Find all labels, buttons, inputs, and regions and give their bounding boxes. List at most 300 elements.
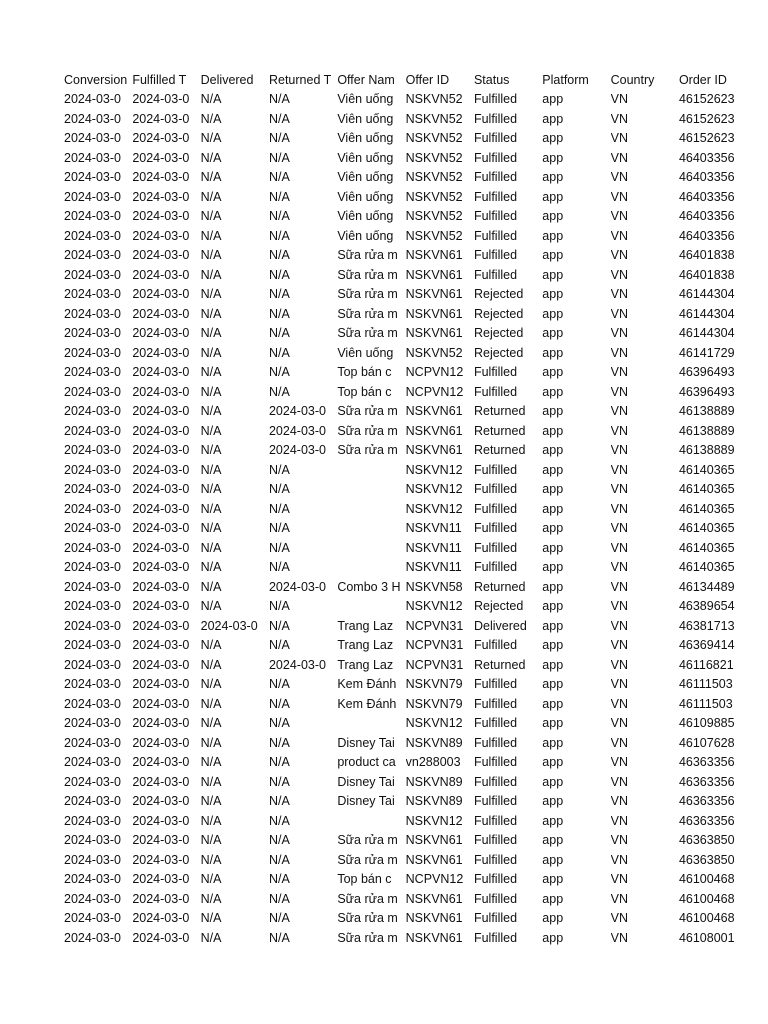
table-row bbox=[64, 890, 748, 910]
cell-conversion-time: 2024-03-0 bbox=[64, 111, 121, 126]
cell-status: Fulfilled bbox=[473, 774, 518, 789]
cell-delivered-time: N/A bbox=[200, 930, 222, 945]
cell-country: VN bbox=[610, 248, 628, 262]
cell-conversion-time: 2024-03-0 bbox=[64, 482, 121, 496]
cell-offer-id: NCPVN31 bbox=[405, 657, 464, 672]
cell-offer-id: NSKVN52 bbox=[405, 345, 463, 360]
cell-country: VN bbox=[610, 170, 628, 184]
cell-offer-name: Kem Đánh bbox=[337, 677, 397, 691]
cell-conversion-time: 2024-03-0 bbox=[64, 150, 121, 165]
cell-returned-time: N/A bbox=[268, 189, 290, 204]
cell-returned-time: N/A bbox=[268, 618, 290, 633]
cell-offer-name: Kem Đánh bbox=[337, 696, 397, 711]
cell-country: VN bbox=[610, 657, 628, 672]
cell-platform: app bbox=[542, 209, 564, 223]
cell-platform: app bbox=[542, 657, 564, 672]
cell-status: Fulfilled bbox=[473, 813, 518, 828]
cell-offer-name: Viên uống bbox=[337, 150, 394, 165]
cell-offer-id: NSKVN61 bbox=[405, 404, 463, 418]
cell-offer-id: NSKVN52 bbox=[405, 189, 463, 204]
cell-fulfilled-time: 2024-03-0 bbox=[132, 189, 190, 204]
cell-offer-name: Sữa rửa m bbox=[337, 306, 398, 321]
cell-offer-id: NSKVN52 bbox=[405, 150, 463, 165]
cell-returned-time: N/A bbox=[268, 131, 290, 145]
cell-returned-time: N/A bbox=[268, 326, 290, 340]
cell-country: VN bbox=[610, 189, 628, 204]
cell-country: VN bbox=[610, 579, 628, 594]
cell-fulfilled-time: 2024-03-0 bbox=[132, 833, 190, 847]
cell-platform: app bbox=[542, 482, 564, 496]
cell-offer-id: NSKVN52 bbox=[405, 228, 463, 243]
cell-order-id: 46381713 bbox=[678, 618, 735, 633]
cell-fulfilled-time: 2024-03-0 bbox=[132, 326, 190, 340]
cell-delivered-time: N/A bbox=[200, 365, 222, 379]
cell-offer-id: NSKVN61 bbox=[405, 443, 463, 457]
cell-delivered-time: N/A bbox=[200, 852, 222, 867]
cell-offer-id: NSKVN11 bbox=[405, 540, 462, 555]
cell-conversion-time: 2024-03-0 bbox=[64, 657, 121, 672]
cell-status: Rejected bbox=[473, 599, 524, 613]
table-row bbox=[64, 539, 748, 559]
cell-platform: app bbox=[542, 248, 564, 262]
cell-fulfilled-time: 2024-03-0 bbox=[132, 131, 190, 145]
cell-offer-name: Viên uống bbox=[337, 170, 394, 184]
cell-fulfilled-time: 2024-03-0 bbox=[132, 618, 190, 633]
cell-offer-id: NSKVN12 bbox=[405, 501, 463, 516]
cell-conversion-time: 2024-03-0 bbox=[64, 774, 121, 789]
cell-fulfilled-time: 2024-03-0 bbox=[132, 228, 190, 243]
cell-status: Fulfilled bbox=[473, 755, 518, 769]
cell-country: VN bbox=[610, 872, 628, 886]
cell-order-id: 46363356 bbox=[678, 813, 735, 828]
cell-platform: app bbox=[542, 423, 564, 438]
cell-country: VN bbox=[610, 384, 628, 399]
table-row bbox=[64, 831, 748, 851]
cell-fulfilled-time: 2024-03-0 bbox=[132, 813, 190, 828]
cell-conversion-time: 2024-03-0 bbox=[64, 92, 121, 106]
cell-returned-time: N/A bbox=[268, 365, 290, 379]
cell-fulfilled-time: 2024-03-0 bbox=[132, 638, 190, 652]
cell-delivered-time: N/A bbox=[200, 638, 222, 652]
cell-status: Fulfilled bbox=[473, 462, 518, 477]
column-header-status: Status bbox=[473, 73, 510, 87]
cell-platform: app bbox=[542, 774, 564, 789]
cell-returned-time: 2024-03-0 bbox=[268, 443, 326, 457]
table-row bbox=[64, 656, 748, 676]
cell-conversion-time: 2024-03-0 bbox=[64, 638, 121, 652]
cell-offer-name bbox=[337, 480, 405, 500]
cell-returned-time: N/A bbox=[268, 345, 290, 360]
cell-status: Fulfilled bbox=[473, 521, 518, 535]
cell-platform: app bbox=[542, 521, 564, 535]
table-row bbox=[64, 519, 748, 539]
cell-offer-name: Trang Laz bbox=[337, 618, 394, 633]
cell-platform: app bbox=[542, 189, 564, 204]
cell-returned-time: N/A bbox=[268, 677, 290, 691]
cell-platform: app bbox=[542, 384, 564, 399]
cell-status: Fulfilled bbox=[473, 482, 518, 496]
cell-country: VN bbox=[610, 794, 628, 808]
cell-status: Rejected bbox=[473, 345, 524, 360]
cell-delivered-time: N/A bbox=[200, 189, 222, 204]
cell-conversion-time: 2024-03-0 bbox=[64, 404, 121, 418]
table-row bbox=[64, 773, 748, 793]
cell-platform: app bbox=[542, 404, 564, 418]
cell-offer-name: Viên uống bbox=[337, 189, 394, 204]
cell-conversion-time: 2024-03-0 bbox=[64, 521, 121, 535]
table-row bbox=[64, 207, 748, 227]
cell-delivered-time: N/A bbox=[200, 287, 222, 301]
cell-fulfilled-time: 2024-03-0 bbox=[132, 287, 190, 301]
cell-offer-id: NSKVN12 bbox=[405, 462, 463, 477]
table-row bbox=[64, 909, 748, 929]
cell-offer-name: Top bán c bbox=[337, 384, 392, 399]
cell-returned-time: N/A bbox=[268, 794, 290, 808]
cell-fulfilled-time: 2024-03-0 bbox=[132, 774, 190, 789]
cell-delivered-time: N/A bbox=[200, 716, 222, 730]
cell-country: VN bbox=[610, 131, 628, 145]
cell-delivered-time: N/A bbox=[200, 170, 222, 184]
cell-status: Fulfilled bbox=[473, 209, 518, 223]
cell-country: VN bbox=[610, 326, 628, 340]
cell-delivered-time: N/A bbox=[200, 345, 222, 360]
table-row bbox=[64, 578, 748, 598]
cell-delivered-time: N/A bbox=[200, 150, 222, 165]
cell-order-id: 46401838 bbox=[678, 248, 735, 262]
cell-platform: app bbox=[542, 326, 564, 340]
cell-conversion-time: 2024-03-0 bbox=[64, 755, 121, 769]
cell-conversion-time: 2024-03-0 bbox=[64, 248, 121, 262]
cell-order-id: 46111503 bbox=[678, 696, 733, 711]
cell-returned-time: N/A bbox=[268, 462, 290, 477]
cell-order-id: 46116821 bbox=[678, 657, 734, 672]
column-header-country: Country bbox=[610, 73, 655, 87]
cell-order-id: 46138889 bbox=[678, 404, 735, 418]
cell-country: VN bbox=[610, 774, 628, 789]
cell-returned-time: 2024-03-0 bbox=[268, 579, 326, 594]
cell-returned-time: N/A bbox=[268, 852, 290, 867]
table-row bbox=[64, 480, 748, 500]
cell-returned-time: 2024-03-0 bbox=[268, 657, 326, 672]
cell-offer-name: Sữa rửa m bbox=[337, 911, 398, 925]
cell-country: VN bbox=[610, 696, 628, 711]
table-row bbox=[64, 383, 748, 403]
cell-platform: app bbox=[542, 540, 564, 555]
cell-offer-id: NSKVN11 bbox=[405, 560, 462, 574]
cell-status: Fulfilled bbox=[473, 794, 518, 808]
cell-offer-id: NSKVN52 bbox=[405, 111, 463, 126]
cell-status: Returned bbox=[473, 443, 526, 457]
cell-offer-id: NCPVN12 bbox=[405, 872, 464, 886]
cell-offer-id: NSKVN61 bbox=[405, 326, 463, 340]
cell-offer-name: Top bán c bbox=[337, 365, 392, 379]
cell-order-id: 46140365 bbox=[678, 501, 735, 516]
cell-country: VN bbox=[610, 521, 628, 535]
cell-conversion-time: 2024-03-0 bbox=[64, 306, 121, 321]
table-row bbox=[64, 792, 748, 812]
cell-fulfilled-time: 2024-03-0 bbox=[132, 755, 190, 769]
cell-order-id: 46140365 bbox=[678, 560, 735, 574]
cell-fulfilled-time: 2024-03-0 bbox=[132, 267, 190, 282]
cell-platform: app bbox=[542, 833, 564, 847]
cell-fulfilled-time: 2024-03-0 bbox=[132, 404, 190, 418]
cell-country: VN bbox=[610, 540, 628, 555]
cell-fulfilled-time: 2024-03-0 bbox=[132, 501, 190, 516]
cell-order-id: 46108001 bbox=[678, 930, 735, 945]
cell-offer-name: Viên uống bbox=[337, 111, 394, 126]
cell-offer-id: NSKVN52 bbox=[405, 170, 463, 184]
cell-order-id: 46401838 bbox=[678, 267, 735, 282]
table-row bbox=[64, 227, 748, 247]
cell-fulfilled-time: 2024-03-0 bbox=[132, 423, 190, 438]
table-row bbox=[64, 929, 748, 949]
cell-delivered-time: N/A bbox=[200, 579, 222, 594]
cell-platform: app bbox=[542, 365, 564, 379]
cell-conversion-time: 2024-03-0 bbox=[64, 365, 121, 379]
cell-status: Returned bbox=[473, 579, 526, 594]
table-row bbox=[64, 753, 748, 773]
cell-offer-id: NCPVN12 bbox=[405, 365, 464, 379]
cell-country: VN bbox=[610, 618, 628, 633]
cell-offer-id: NSKVN61 bbox=[405, 852, 463, 867]
cell-offer-id: NSKVN12 bbox=[405, 599, 463, 613]
cell-platform: app bbox=[542, 462, 564, 477]
cell-fulfilled-time: 2024-03-0 bbox=[132, 111, 190, 126]
cell-returned-time: N/A bbox=[268, 833, 290, 847]
cell-platform: app bbox=[542, 852, 564, 867]
cell-country: VN bbox=[610, 852, 628, 867]
table-row bbox=[64, 129, 748, 149]
cell-fulfilled-time: 2024-03-0 bbox=[132, 794, 190, 808]
header-row bbox=[64, 70, 748, 90]
table-body bbox=[64, 90, 748, 948]
cell-delivered-time: N/A bbox=[200, 794, 222, 808]
cell-country: VN bbox=[610, 501, 628, 516]
cell-delivered-time: N/A bbox=[200, 833, 222, 847]
cell-returned-time: N/A bbox=[268, 306, 290, 321]
table-row bbox=[64, 305, 748, 325]
cell-offer-name: Sữa rửa m bbox=[337, 891, 398, 906]
cell-conversion-time: 2024-03-0 bbox=[64, 540, 121, 555]
cell-delivered-time: N/A bbox=[200, 111, 222, 126]
cell-delivered-time: N/A bbox=[200, 228, 222, 243]
cell-returned-time: N/A bbox=[268, 540, 290, 555]
cell-conversion-time: 2024-03-0 bbox=[64, 716, 121, 730]
cell-conversion-time: 2024-03-0 bbox=[64, 579, 121, 594]
cell-status: Fulfilled bbox=[473, 930, 518, 945]
cell-offer-id: NSKVN61 bbox=[405, 306, 463, 321]
cell-status: Fulfilled bbox=[473, 872, 518, 886]
cell-order-id: 46152623 bbox=[678, 131, 735, 145]
cell-status: Fulfilled bbox=[473, 170, 518, 184]
cell-status: Fulfilled bbox=[473, 677, 518, 691]
cell-country: VN bbox=[610, 209, 628, 223]
cell-country: VN bbox=[610, 228, 628, 243]
cell-delivered-time: N/A bbox=[200, 696, 222, 711]
table-row bbox=[64, 188, 748, 208]
cell-status: Fulfilled bbox=[473, 365, 518, 379]
cell-platform: app bbox=[542, 794, 564, 808]
cell-fulfilled-time: 2024-03-0 bbox=[132, 579, 190, 594]
cell-delivered-time: N/A bbox=[200, 404, 222, 418]
cell-status: Rejected bbox=[473, 306, 524, 321]
cell-conversion-time: 2024-03-0 bbox=[64, 345, 121, 360]
cell-status: Returned bbox=[473, 404, 526, 418]
cell-status: Fulfilled bbox=[473, 833, 518, 847]
cell-platform: app bbox=[542, 560, 564, 574]
cell-returned-time: N/A bbox=[268, 248, 290, 262]
cell-offer-id: NCPVN31 bbox=[405, 638, 464, 652]
cell-conversion-time: 2024-03-0 bbox=[64, 384, 121, 399]
cell-order-id: 46100468 bbox=[678, 911, 735, 925]
cell-order-id: 46152623 bbox=[678, 111, 735, 126]
cell-status: Fulfilled bbox=[473, 716, 518, 730]
cell-offer-name: Combo 3 H bbox=[337, 579, 401, 594]
cell-offer-name: Trang Laz bbox=[337, 638, 394, 652]
cell-offer-name: Viên uống bbox=[337, 228, 394, 243]
cell-offer-name bbox=[337, 597, 405, 617]
cell-fulfilled-time: 2024-03-0 bbox=[132, 306, 190, 321]
cell-delivered-time: N/A bbox=[200, 774, 222, 789]
cell-platform: app bbox=[542, 755, 564, 769]
cell-order-id: 46403356 bbox=[678, 228, 735, 243]
cell-delivered-time: N/A bbox=[200, 482, 222, 496]
cell-offer-name bbox=[337, 461, 405, 481]
cell-offer-id: NSKVN89 bbox=[405, 794, 463, 808]
cell-fulfilled-time: 2024-03-0 bbox=[132, 930, 190, 945]
cell-conversion-time: 2024-03-0 bbox=[64, 209, 121, 223]
table-row bbox=[64, 266, 748, 286]
cell-platform: app bbox=[542, 111, 564, 126]
cell-delivered-time: N/A bbox=[200, 462, 222, 477]
cell-offer-name: Sữa rửa m bbox=[337, 248, 398, 262]
cell-delivered-time: N/A bbox=[200, 911, 222, 925]
cell-delivered-time: N/A bbox=[200, 872, 222, 886]
column-header-returned-time: Returned T bbox=[268, 73, 332, 87]
cell-platform: app bbox=[542, 443, 564, 457]
cell-conversion-time: 2024-03-0 bbox=[64, 794, 121, 808]
cell-order-id: 46107628 bbox=[678, 735, 735, 750]
cell-status: Rejected bbox=[473, 326, 524, 340]
cell-order-id: 46111503 bbox=[678, 677, 733, 691]
cell-offer-id: NSKVN52 bbox=[405, 209, 463, 223]
cell-offer-id: NSKVN79 bbox=[405, 696, 463, 711]
cell-conversion-time: 2024-03-0 bbox=[64, 228, 121, 243]
cell-status: Fulfilled bbox=[473, 638, 518, 652]
cell-returned-time: N/A bbox=[268, 872, 290, 886]
cell-conversion-time: 2024-03-0 bbox=[64, 189, 121, 204]
cell-delivered-time: N/A bbox=[200, 326, 222, 340]
cell-fulfilled-time: 2024-03-0 bbox=[132, 911, 190, 925]
column-header-fulfilled-time: Fulfilled T bbox=[132, 73, 187, 87]
cell-delivered-time: N/A bbox=[200, 423, 222, 438]
cell-offer-name: Sữa rửa m bbox=[337, 404, 398, 418]
cell-delivered-time: N/A bbox=[200, 384, 222, 399]
cell-conversion-time: 2024-03-0 bbox=[64, 462, 121, 477]
cell-fulfilled-time: 2024-03-0 bbox=[132, 92, 190, 106]
cell-platform: app bbox=[542, 618, 564, 633]
table-row bbox=[64, 558, 748, 578]
cell-status: Fulfilled bbox=[473, 540, 518, 555]
cell-offer-id: NSKVN12 bbox=[405, 813, 463, 828]
cell-status: Fulfilled bbox=[473, 131, 518, 145]
table-row bbox=[64, 285, 748, 305]
cell-offer-id: NSKVN11 bbox=[405, 521, 462, 535]
cell-offer-name: Viên uống bbox=[337, 131, 394, 145]
cell-returned-time: 2024-03-0 bbox=[268, 423, 326, 438]
cell-returned-time: N/A bbox=[268, 813, 290, 828]
cell-country: VN bbox=[610, 482, 628, 496]
cell-country: VN bbox=[610, 813, 628, 828]
cell-status: Fulfilled bbox=[473, 696, 518, 711]
cell-offer-name: Sữa rửa m bbox=[337, 930, 398, 945]
cell-fulfilled-time: 2024-03-0 bbox=[132, 365, 190, 379]
cell-order-id: 46140365 bbox=[678, 462, 735, 477]
cell-fulfilled-time: 2024-03-0 bbox=[132, 716, 190, 730]
cell-fulfilled-time: 2024-03-0 bbox=[132, 891, 190, 906]
cell-returned-time: N/A bbox=[268, 774, 290, 789]
cell-platform: app bbox=[542, 638, 564, 652]
cell-platform: app bbox=[542, 813, 564, 828]
cell-platform: app bbox=[542, 501, 564, 516]
cell-order-id: 46363356 bbox=[678, 774, 735, 789]
cell-returned-time: N/A bbox=[268, 287, 290, 301]
cell-returned-time: N/A bbox=[268, 384, 290, 399]
cell-status: Fulfilled bbox=[473, 248, 518, 262]
cell-order-id: 46403356 bbox=[678, 189, 735, 204]
cell-order-id: 46363356 bbox=[678, 755, 735, 769]
cell-offer-name: Disney Tai bbox=[337, 774, 395, 789]
cell-conversion-time: 2024-03-0 bbox=[64, 287, 121, 301]
table-row bbox=[64, 168, 748, 188]
table-row bbox=[64, 246, 748, 266]
cell-platform: app bbox=[542, 287, 564, 301]
cell-status: Fulfilled bbox=[473, 911, 518, 925]
cell-order-id: 46109885 bbox=[678, 716, 735, 730]
cell-offer-id: NSKVN61 bbox=[405, 423, 463, 438]
table-row bbox=[64, 851, 748, 871]
cell-order-id: 46140365 bbox=[678, 482, 735, 496]
cell-delivered-time: N/A bbox=[200, 443, 222, 457]
cell-delivered-time: N/A bbox=[200, 657, 222, 672]
cell-platform: app bbox=[542, 306, 564, 321]
cell-offer-name: Viên uống bbox=[337, 209, 394, 223]
cell-order-id: 46100468 bbox=[678, 891, 735, 906]
cell-platform: app bbox=[542, 735, 564, 750]
cell-delivered-time: 2024-03-0 bbox=[200, 618, 258, 633]
cell-order-id: 46144304 bbox=[678, 326, 735, 340]
cell-status: Fulfilled bbox=[473, 111, 518, 126]
cell-fulfilled-time: 2024-03-0 bbox=[132, 443, 190, 457]
cell-returned-time: N/A bbox=[268, 209, 290, 223]
cell-returned-time: N/A bbox=[268, 911, 290, 925]
cell-returned-time: N/A bbox=[268, 267, 290, 282]
cell-order-id: 46144304 bbox=[678, 287, 735, 301]
cell-offer-name: Sữa rửa m bbox=[337, 423, 398, 438]
cell-platform: app bbox=[542, 930, 564, 945]
cell-conversion-time: 2024-03-0 bbox=[64, 267, 121, 282]
table-row bbox=[64, 500, 748, 520]
cell-offer-id: NSKVN61 bbox=[405, 248, 463, 262]
cell-country: VN bbox=[610, 735, 628, 750]
cell-offer-id: NSKVN61 bbox=[405, 930, 463, 945]
cell-conversion-time: 2024-03-0 bbox=[64, 852, 121, 867]
cell-status: Rejected bbox=[473, 287, 524, 301]
cell-country: VN bbox=[610, 443, 628, 457]
cell-offer-name: Disney Tai bbox=[337, 794, 395, 808]
cell-country: VN bbox=[610, 287, 628, 301]
cell-order-id: 46363356 bbox=[678, 794, 735, 808]
